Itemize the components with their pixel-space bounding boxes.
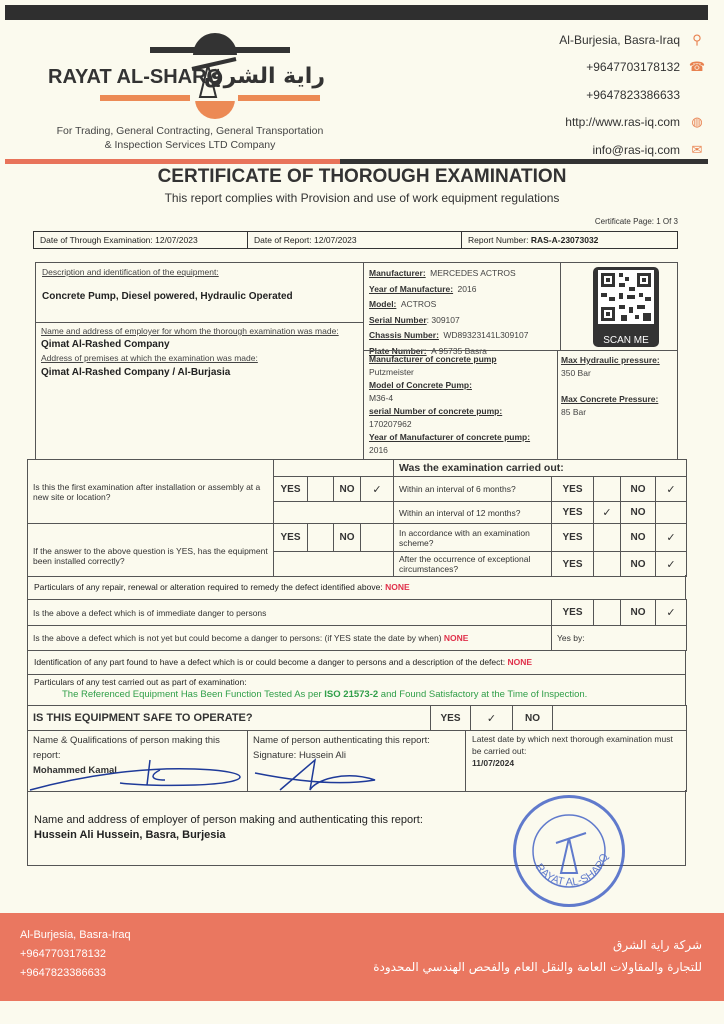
- divider-dark: [340, 159, 708, 164]
- q2-no-checkbox[interactable]: [361, 524, 394, 552]
- signatures-icon: [25, 755, 385, 795]
- scheme-yes-checkbox[interactable]: [594, 524, 621, 552]
- company-logo: [40, 25, 340, 120]
- plate-label: Plate Number:: [369, 345, 427, 356]
- scan-me-label: SCAN ME: [603, 335, 649, 346]
- i12-yes-label: YES: [552, 502, 594, 524]
- pump-year-value: 2016: [369, 445, 388, 455]
- footer-arabic-name: شركة راية الشرق: [613, 938, 702, 952]
- tagline-line-1: For Trading, General Contracting, General Transportation: [56, 125, 324, 137]
- q1-no-label: NO: [334, 477, 361, 502]
- safe-question: IS THIS EQUIPMENT SAFE TO OPERATE?: [28, 706, 431, 731]
- exc-yes-checkbox[interactable]: [594, 552, 621, 577]
- footer-arabic: [373, 934, 702, 978]
- report-number-value: RAS-A-23073032: [530, 235, 599, 245]
- maker-name: Mohammed Kamal: [33, 765, 117, 776]
- serial-label: Serial Number: [369, 314, 427, 325]
- year-value: 2016: [457, 283, 477, 294]
- identification-label: Identification of any part found to have a defect which is or could become a danger to persons and a description of the defect:: [34, 657, 506, 667]
- certificate-title: CERTIFICATE OF THOROUGH EXAMINATION: [157, 166, 567, 187]
- contact-list: [559, 26, 704, 164]
- exc-no-checkbox[interactable]: ✓: [656, 552, 687, 577]
- pump-manufacturer-label: Manufacturer of concrete pump: [369, 354, 497, 364]
- q2-yes-checkbox[interactable]: [308, 524, 334, 552]
- pump-year-label: Year of Manufacturer of concrete pump:: [369, 432, 531, 442]
- examination-scheme: In accordance with an examination scheme?: [394, 524, 552, 552]
- safe-yes-checkbox[interactable]: ✓: [471, 706, 513, 731]
- tests-text-2: and Found Satisfactory at the Time of Inspection.: [378, 689, 588, 700]
- model-label: Model:: [369, 299, 397, 309]
- pump-model-label: Model of Concrete Pump:: [369, 380, 472, 390]
- company-tagline: [30, 124, 350, 152]
- stamp-icon: [516, 798, 622, 904]
- concrete-pump-details: [363, 350, 558, 460]
- svg-text:RAYAT AL-SHARQ Co.: RAYAT AL-SHARQ: [532, 852, 611, 889]
- tests-value: [62, 689, 685, 700]
- max-concrete-value: 85 Bar: [561, 407, 587, 417]
- year-label: Year of Manufacture:: [369, 283, 454, 294]
- qr-code[interactable]: [593, 267, 659, 347]
- scheme-no-checkbox[interactable]: ✓: [656, 524, 687, 552]
- next-exam-cell: [466, 731, 687, 792]
- footer-phone-1: +9647703178132: [20, 948, 106, 960]
- pump-manufacturer-value: Putzmeister: [369, 367, 414, 377]
- footer-address: Al-Burjesia, Basra-Iraq: [20, 929, 131, 941]
- equipment-description: [35, 262, 364, 323]
- scheme-no-label: NO: [621, 524, 656, 552]
- report-number: [462, 232, 677, 248]
- carried-out-header: Was the examination carried out:: [394, 460, 687, 477]
- max-hydraulic-value: 350 Bar: [561, 368, 591, 378]
- i12-no-label: NO: [621, 502, 656, 524]
- tests-text-1: The Referenced Equipment Has Been Function Tested As per: [62, 689, 325, 700]
- svg-text:راية الشرق: راية الشرق: [203, 64, 325, 89]
- identification-row: [27, 650, 686, 675]
- phone-icon: ☎: [688, 59, 706, 75]
- date-row: [33, 231, 678, 249]
- website-link[interactable]: http://www.ras-iq.com: [565, 115, 680, 130]
- interval-12-months: Within an interval of 12 months?: [394, 502, 552, 524]
- safe-no-label: NO: [513, 706, 553, 731]
- blank-cell: [274, 460, 394, 477]
- immediate-no-checkbox[interactable]: ✓: [656, 600, 687, 626]
- i12-yes-checkbox[interactable]: ✓: [594, 502, 621, 524]
- contact-address: [559, 26, 704, 54]
- location-pin-icon: ⚲: [692, 31, 702, 47]
- exceptional-circumstances: After the occurrence of exceptional circumstances?: [394, 552, 552, 577]
- model-value: ACTROS: [400, 299, 437, 309]
- iso-standard: ISO 21573-2: [324, 689, 379, 700]
- potential-danger-row: [27, 625, 687, 651]
- contact-website[interactable]: [559, 109, 704, 137]
- footer-contact: [20, 926, 131, 983]
- interval-6-months: Within an interval of 6 months?: [394, 477, 552, 502]
- address-text: Al-Burjesia, Basra-Iraq: [559, 32, 680, 47]
- yes-by-field[interactable]: Yes by:: [552, 626, 687, 651]
- i12-no-checkbox[interactable]: [656, 502, 687, 524]
- repair-value: NONE: [385, 582, 410, 592]
- footer-phone-2: +9647823386633: [20, 967, 106, 979]
- next-exam-label: Latest date by which next thorough examination must be carried out:: [472, 734, 673, 756]
- i6-no-checkbox[interactable]: ✓: [656, 477, 687, 502]
- question-installed-correctly: If the answer to the above question is YES, has the equipment been installed correctly?: [28, 524, 274, 577]
- exc-yes-label: YES: [552, 552, 594, 577]
- safe-to-operate-row: [27, 705, 687, 731]
- blank-cell: [274, 502, 394, 524]
- qr-code-icon: [593, 267, 659, 327]
- blank-cell: [274, 552, 394, 577]
- contact-phone-1: [559, 54, 704, 82]
- examination-questions-table: [27, 459, 687, 577]
- pump-model-value: M36-4: [369, 393, 394, 403]
- tests-row: [27, 675, 686, 706]
- repair-label: Particulars of any repair, renewal or alteration required to remedy the defect identified above:: [34, 582, 383, 592]
- tests-label: Particulars of any test carried out as part of examination:: [34, 677, 247, 687]
- tagline-line-2: & Inspection Services LTD Company: [104, 139, 276, 151]
- pressure-details: [561, 352, 677, 421]
- q2-yes-label: YES: [274, 524, 308, 552]
- chassis-label: Chassis Number:: [369, 330, 439, 340]
- q1-no-checkbox[interactable]: ✓: [361, 477, 394, 502]
- employer-value: Qimat Al-Rashed Company: [41, 339, 170, 350]
- chassis-value: WD89323141L309107: [443, 330, 529, 340]
- desc-label: Description and identification of the equipment:: [42, 267, 219, 277]
- immediate-yes-checkbox[interactable]: [594, 600, 621, 626]
- immediate-danger-label: Is the above a defect which is of immediate danger to persons: [28, 600, 552, 626]
- inspector-employer-label: Name and address of employer of person making and authenticating this report:: [34, 814, 423, 826]
- qr-cell: [560, 262, 678, 351]
- globe-icon: ◍: [691, 114, 703, 130]
- repair-row: [27, 575, 686, 600]
- immediate-danger-row: [27, 599, 687, 626]
- exam-date: Date of Through Examination: 12/07/2023: [34, 232, 248, 248]
- pump-serial-value: 170207962: [369, 419, 412, 429]
- immediate-no-label: NO: [621, 600, 656, 626]
- inspector-employer-value: Hussein Ali Hussein, Basra, Burjesia: [34, 829, 226, 841]
- q1-yes-label: YES: [274, 477, 308, 502]
- maker-label: Name & Qualifications of person making this report:: [33, 735, 220, 761]
- i6-yes-checkbox[interactable]: [594, 477, 621, 502]
- auth-signature: Signature: Hussein Ali: [253, 750, 346, 761]
- pump-serial-label: serial Number of concrete pump:: [369, 406, 503, 416]
- contact-phone-2: [559, 81, 704, 109]
- svg-text:RAYAT AL-SHARQ: RAYAT AL-SHARQ: [48, 66, 223, 88]
- next-exam-date: 11/07/2024: [472, 758, 515, 768]
- divider-orange: [5, 159, 340, 164]
- employer-label: Name and address of employer for whom the thorough examination was made:: [41, 326, 339, 336]
- auth-label: Name of person authenticating this report:: [253, 735, 430, 746]
- desc-value: Concrete Pump, Diesel powered, Hydraulic Operated: [42, 291, 293, 302]
- serial-value: : 309107: [426, 314, 460, 325]
- report-number-label: Report Number:: [468, 235, 531, 245]
- premises-label: Address of premises at which the examination was made:: [41, 353, 258, 363]
- top-bar: [5, 5, 708, 20]
- certificate-subtitle: This report complies with Provision and use of work equipment regulations: [164, 191, 560, 205]
- potential-danger-value: NONE: [443, 633, 469, 643]
- page-number: Certificate Page: 1 Of 3: [594, 217, 678, 226]
- potential-danger-label: Is the above a defect which is not yet but could become a danger to persons: (if YES state the date by when): [33, 633, 444, 643]
- i6-yes-label: YES: [552, 477, 594, 502]
- vehicle-details: [363, 262, 561, 356]
- plate-value: A 95735 Basra: [431, 345, 487, 356]
- max-hydraulic-label: Max Hydraulic pressure:: [561, 355, 660, 365]
- mail-icon: ✉: [691, 141, 703, 157]
- q1-yes-checkbox[interactable]: [308, 477, 334, 502]
- premises-value: Qimat Al-Rashed Company / Al-Burjasia: [41, 367, 231, 378]
- exc-no-label: NO: [621, 552, 656, 577]
- immediate-yes-label: YES: [552, 600, 594, 626]
- safe-yes-label: YES: [431, 706, 471, 731]
- q2-no-label: NO: [334, 524, 361, 552]
- identification-value: NONE: [507, 657, 533, 667]
- phone-text: +9647823386633: [586, 87, 680, 102]
- phone-text: +9647703178132: [586, 60, 680, 75]
- manufacturer-label: Manufacturer:: [369, 268, 426, 278]
- safe-no-checkbox[interactable]: [553, 706, 687, 731]
- report-date: Date of Report: 12/07/2023: [248, 232, 462, 248]
- company-stamp: [513, 795, 625, 907]
- employer-section: [41, 325, 359, 378]
- max-concrete-label: Max Concrete Pressure:: [561, 394, 659, 404]
- footer-arabic-tagline: للتجارة والمقاولات العامة والنقل العام والفحص الهندسي المحدودة: [373, 960, 702, 974]
- scheme-yes-label: YES: [552, 524, 594, 552]
- blank-icon-slot: [690, 88, 704, 102]
- manufacturer-value: MERCEDES ACTROS: [430, 268, 516, 278]
- email-link[interactable]: info@ras-iq.com: [592, 142, 680, 157]
- i6-no-label: NO: [621, 477, 656, 502]
- question-first-examination: Is this the first examination after installation or assembly at a new site or location?: [28, 460, 274, 524]
